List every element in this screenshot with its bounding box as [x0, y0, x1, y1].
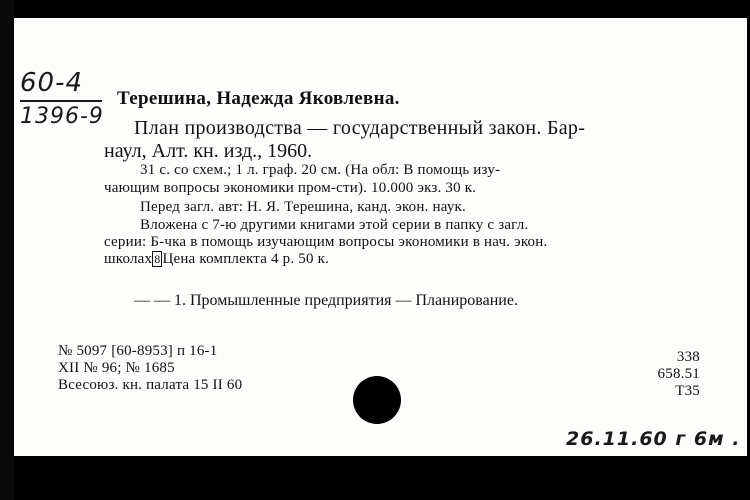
description-line-3: Перед загл. авт: Н. Я. Терешина, канд. экон. наук. [140, 199, 466, 215]
footer-left-line-1: № 5097 [60-8953] п 16-1 [58, 343, 218, 359]
description-line-1: 31 с. со схем.; 1 л. граф. 20 см. (На обл: В помощь изу- [140, 162, 501, 178]
description-line-5: серии: Б-чка в помощь изучающим вопросы экономики в нач. экон. [104, 234, 548, 250]
handwritten-code-top: 60-4 [20, 68, 84, 98]
footer-left-line-3: Всесоюз. кн. палата 15 II 60 [58, 377, 243, 393]
author-mark: Т35 [675, 383, 700, 399]
handwritten-underline [20, 100, 102, 102]
punch-hole [353, 376, 401, 424]
subject-heading: — — 1. Промышленные предприятия — Планирование. [134, 292, 518, 309]
classification-udc: 338 [676, 349, 700, 365]
author-heading: Терешина, Надежда Яковлевна. [117, 88, 400, 109]
title-line-2: наул, Алт. кн. изд., 1960. [104, 140, 313, 162]
title-line-1: План производства — государственный закон. Бар- [134, 117, 586, 139]
handwritten-footer-note: 26.11.60 г 6м . [566, 428, 741, 450]
description-line-6 [104, 251, 329, 268]
scan-edge [0, 0, 14, 500]
description-line-4: Вложена с 7-ю другими книгами этой серии в папку с загл. [140, 217, 529, 233]
description-line-6-suffix: Цена комплекта 4 р. 50 к. [162, 251, 330, 267]
classification-number: 658.51 [657, 366, 700, 382]
handwritten-code-bottom: 1396-9 [20, 104, 104, 129]
footer-left-line-2: XII № 96; № 1685 [58, 360, 175, 376]
description-line-2: чающим вопросы экономики пром-сти). 10.000 экз. 30 к. [104, 180, 477, 196]
description-line-6-prefix: школах [104, 251, 153, 267]
boxed-number: 8 [154, 252, 161, 266]
